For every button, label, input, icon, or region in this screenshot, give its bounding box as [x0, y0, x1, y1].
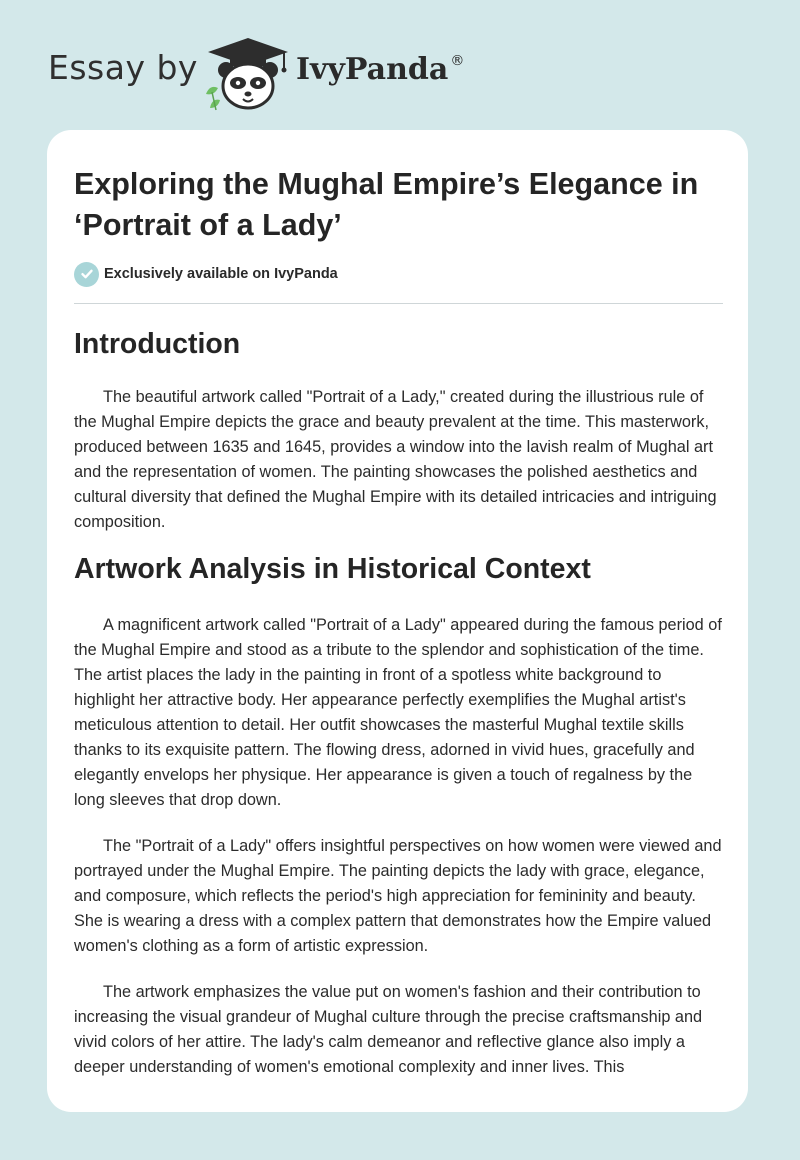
essay-body	[74, 324, 724, 1080]
site-header	[0, 0, 800, 130]
title-divider	[74, 303, 723, 304]
essay-card	[47, 130, 748, 1112]
check-circle-icon	[74, 262, 99, 287]
exclusive-badge	[74, 261, 338, 287]
section-heading-artwork-analysis: Artwork Analysis in Historical Context	[74, 553, 591, 585]
paragraph: A magnificent artwork called "Portrait of a Lady" appeared during the famous period of the Mughal Empire and stood as a tribute to the splendor and sophistication of the time. The artist places the lady in the painting in front of a spotless white background to highlight her attractive body. Her appearance perfectly exemplifies the Mughal artist's meticulous attention to detail. Her outfit showcases the masterful Mughal textile skills thanks to its exquisite pattern. The flowing dress, adorned in vivid hues, gracefully and elegantly envelops her physique. Her appearance is given a touch of regalness by the long sleeves that drop down.	[74, 616, 722, 809]
section-heading-introduction: Introduction	[74, 328, 241, 360]
brand-name[interactable]: IvyPanda ®	[296, 52, 465, 87]
essay-by-label: Essay by	[48, 48, 198, 87]
paragraph: The "Portrait of a Lady" offers insightful perspectives on how women were viewed and portrayed under the Mughal Empire. The painting depicts the lady with grace, elegance, and composure, which reflects the period's high appreciation for femininity and beauty. She is wearing a dress with a complex pattern that demonstrates how the Empire valued women's clothing as a form of artistic expression.	[74, 837, 722, 955]
exclusive-badge-label: Exclusively available on IvyPanda	[104, 266, 338, 282]
ivypanda-logo-icon	[200, 34, 296, 112]
essay-title: Exploring the Mughal Empire’s Elegance in ‘Portrait of a Lady’	[74, 167, 699, 242]
paragraph: The beautiful artwork called "Portrait of a Lady," created during the illustrious rule of the Mughal Empire depicts the grace and beauty prevalent at the time. This masterwork, produced between 1635 and 1645, provides a window into the lavish realm of Mughal art and the representation of women. The painting showcases the polished aesthetics and cultural diversity that defined the Mughal Empire with its detailed intricacies and intriguing composition.	[74, 388, 717, 531]
registered-mark: ®	[450, 53, 465, 69]
paragraph: The artwork emphasizes the value put on women's fashion and their contribution to increasing the visual grandeur of Mughal culture through the precise craftsmanship and vivid colors of her attire. The lady's calm demeanor and reflective glance also imply a deeper understanding of women's emotional complexity and inner lives. This	[74, 983, 703, 1076]
